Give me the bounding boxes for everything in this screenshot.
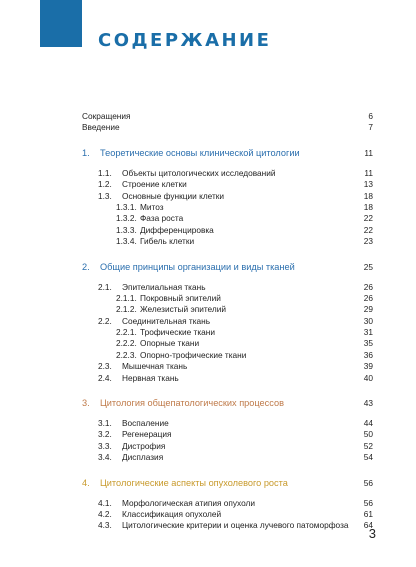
toc-subsection-entry[interactable] bbox=[82, 202, 373, 213]
toc-entry-page: 25 bbox=[363, 261, 373, 272]
toc-front-entry[interactable] bbox=[82, 111, 373, 122]
toc-entry-page: 61 bbox=[363, 508, 373, 519]
toc-section-entry[interactable] bbox=[82, 509, 373, 520]
toc-subsection-entry[interactable] bbox=[82, 304, 373, 315]
toc-entry-page: 52 bbox=[363, 440, 373, 451]
toc-entry-page: 23 bbox=[363, 236, 373, 247]
toc-entry-page: 6 bbox=[368, 111, 373, 121]
toc-subsection-entry[interactable] bbox=[82, 338, 373, 349]
toc-subsection-number: 1.3.2. bbox=[116, 213, 137, 224]
toc-section-title: Классификация опухолей bbox=[122, 508, 222, 519]
toc-section-entry[interactable] bbox=[82, 179, 373, 190]
toc-chapter-title: Теоретические основы клинической цитологии bbox=[100, 147, 300, 158]
toc-section-title: Эпителиальная ткань bbox=[122, 281, 206, 292]
toc-entry-page: 40 bbox=[363, 372, 373, 383]
toc-subsection-number: 2.1.1. bbox=[116, 292, 137, 303]
toc-entry-page: 56 bbox=[363, 497, 373, 508]
toc-section-title: Морфологическая атипия опухоли bbox=[122, 497, 256, 508]
toc-subsection-number: 2.1.2. bbox=[116, 304, 137, 315]
toc-entry-page: 50 bbox=[363, 429, 373, 440]
toc-subsection-entry[interactable] bbox=[82, 327, 373, 338]
toc-chapter-entry[interactable] bbox=[82, 262, 373, 274]
toc-subsection-entry[interactable] bbox=[82, 293, 373, 304]
toc-section-entry[interactable] bbox=[82, 498, 373, 509]
toc-entry-page: 64 bbox=[363, 520, 373, 531]
toc-chapter-entry[interactable] bbox=[82, 148, 373, 160]
toc-section-title: Соединительная ткань bbox=[122, 315, 211, 326]
toc-chapter-number: 3. bbox=[82, 398, 90, 409]
page-title: СОДЕРЖАНИЕ bbox=[98, 30, 272, 51]
toc-subsection-number: 2.2.2. bbox=[116, 338, 137, 349]
toc-entry-page: 29 bbox=[363, 304, 373, 315]
toc-entry-page: 7 bbox=[368, 122, 373, 133]
toc-section-number: 3.4. bbox=[98, 452, 112, 463]
toc-subsection-title: Митоз bbox=[140, 201, 164, 212]
toc-chapter-title: Цитологические аспекты опухолевого роста bbox=[100, 477, 288, 488]
toc-entry-page: 43 bbox=[363, 398, 373, 409]
toc-chapter-title: Общие принципы организации и виды тканей bbox=[100, 261, 295, 272]
toc-entry-page: 30 bbox=[363, 315, 373, 326]
toc-section-number: 4.1. bbox=[98, 497, 112, 508]
toc-section-number: 4.2. bbox=[98, 508, 112, 519]
toc-section-number: 1.2. bbox=[98, 179, 112, 190]
toc-subsection-title: Фаза роста bbox=[140, 213, 184, 224]
toc-section-title: Цитологические критерии и оценка лучевого патоморфоза bbox=[122, 520, 349, 531]
toc-entry-page: 44 bbox=[363, 418, 373, 429]
toc-subsection-title: Покровный эпителий bbox=[140, 292, 221, 303]
toc-entry-page: 26 bbox=[363, 281, 373, 292]
toc-section-entry[interactable] bbox=[82, 373, 373, 384]
toc-section-entry[interactable] bbox=[82, 418, 373, 429]
toc-section-number: 3.2. bbox=[98, 429, 112, 440]
toc-section-entry[interactable] bbox=[82, 168, 373, 179]
toc-chapter-number: 4. bbox=[82, 477, 90, 488]
toc-subsection-title: Опорно-трофические ткани bbox=[140, 349, 247, 360]
toc-entry-page: 31 bbox=[363, 327, 373, 338]
toc-section-number: 2.1. bbox=[98, 281, 112, 292]
toc-section-title: Дистрофия bbox=[122, 440, 166, 451]
toc-entry-title: Сокращения bbox=[82, 111, 131, 121]
toc-entry-page: 36 bbox=[363, 349, 373, 360]
toc-section-entry[interactable] bbox=[82, 191, 373, 202]
toc-section-entry[interactable] bbox=[82, 452, 373, 463]
toc-section-entry[interactable] bbox=[82, 441, 373, 452]
toc-subsection-number: 1.3.3. bbox=[116, 224, 137, 235]
toc-section-entry[interactable] bbox=[82, 316, 373, 327]
toc-section-number: 2.2. bbox=[98, 315, 112, 326]
page-number: 3 bbox=[368, 526, 376, 541]
table-of-contents bbox=[82, 111, 373, 532]
toc-subsection-number: 2.2.3. bbox=[116, 349, 137, 360]
toc-subsection-number: 2.2.1. bbox=[116, 327, 137, 338]
toc-section-title: Дисплазия bbox=[122, 452, 164, 463]
toc-section-number: 4.3. bbox=[98, 520, 112, 531]
toc-section-entry[interactable] bbox=[82, 361, 373, 372]
toc-entry-page: 11 bbox=[364, 147, 373, 158]
toc-section-title: Объекты цитологических исследований bbox=[122, 167, 276, 178]
toc-entry-page: 39 bbox=[363, 361, 373, 372]
toc-section-number: 2.3. bbox=[98, 361, 112, 372]
toc-section-title: Строение клетки bbox=[122, 179, 187, 190]
toc-section-number: 3.1. bbox=[98, 418, 112, 429]
toc-section-number: 1.1. bbox=[98, 167, 112, 178]
toc-section-title: Регенерация bbox=[122, 429, 172, 440]
toc-entry-page: 54 bbox=[363, 452, 373, 463]
toc-subsection-entry[interactable] bbox=[82, 213, 373, 224]
toc-subsection-title: Трофические ткани bbox=[140, 327, 216, 338]
toc-section-number: 1.3. bbox=[98, 190, 112, 201]
toc-entry-page: 22 bbox=[363, 213, 373, 224]
toc-subsection-title: Железистый эпителий bbox=[140, 304, 226, 315]
toc-subsection-number: 1.3.1. bbox=[116, 201, 137, 212]
toc-entry-page: 26 bbox=[363, 292, 373, 303]
toc-chapter-entry[interactable] bbox=[82, 398, 373, 410]
toc-section-entry[interactable] bbox=[82, 282, 373, 293]
toc-subsection-title: Дифференцировка bbox=[140, 224, 214, 235]
toc-entry-page: 35 bbox=[363, 338, 373, 349]
toc-section-title: Воспаление bbox=[122, 418, 169, 429]
toc-section-number: 2.4. bbox=[98, 372, 112, 383]
toc-subsection-title: Опорные ткани bbox=[140, 338, 200, 349]
toc-subsection-entry[interactable] bbox=[82, 236, 373, 247]
toc-front-entry[interactable] bbox=[82, 122, 373, 133]
header-color-block bbox=[40, 0, 82, 47]
toc-entry-page: 18 bbox=[363, 190, 373, 201]
toc-section-entry[interactable] bbox=[82, 429, 373, 440]
toc-entry-page: 13 bbox=[363, 179, 373, 190]
toc-section-entry[interactable] bbox=[82, 520, 373, 531]
toc-chapter-entry[interactable] bbox=[82, 478, 373, 490]
toc-chapter-number: 2. bbox=[82, 261, 90, 272]
toc-entry-title: Введение bbox=[82, 122, 120, 133]
toc-chapter-title: Цитология общепатологических процессов bbox=[100, 398, 284, 409]
toc-section-title: Основные функции клетки bbox=[122, 190, 225, 201]
toc-subsection-entry[interactable] bbox=[82, 225, 373, 236]
toc-entry-page: 18 bbox=[363, 201, 373, 212]
toc-subsection-number: 1.3.4. bbox=[116, 236, 137, 247]
toc-subsection-title: Гибель клетки bbox=[140, 236, 195, 247]
toc-entry-page: 11 bbox=[364, 167, 373, 178]
toc-chapter-number: 1. bbox=[82, 147, 90, 158]
toc-subsection-entry[interactable] bbox=[82, 350, 373, 361]
toc-entry-page: 22 bbox=[363, 224, 373, 235]
toc-section-number: 3.3. bbox=[98, 440, 112, 451]
toc-section-title: Мышечная ткань bbox=[122, 361, 188, 372]
toc-entry-page: 56 bbox=[363, 477, 373, 488]
toc-section-title: Нервная ткань bbox=[122, 372, 179, 383]
